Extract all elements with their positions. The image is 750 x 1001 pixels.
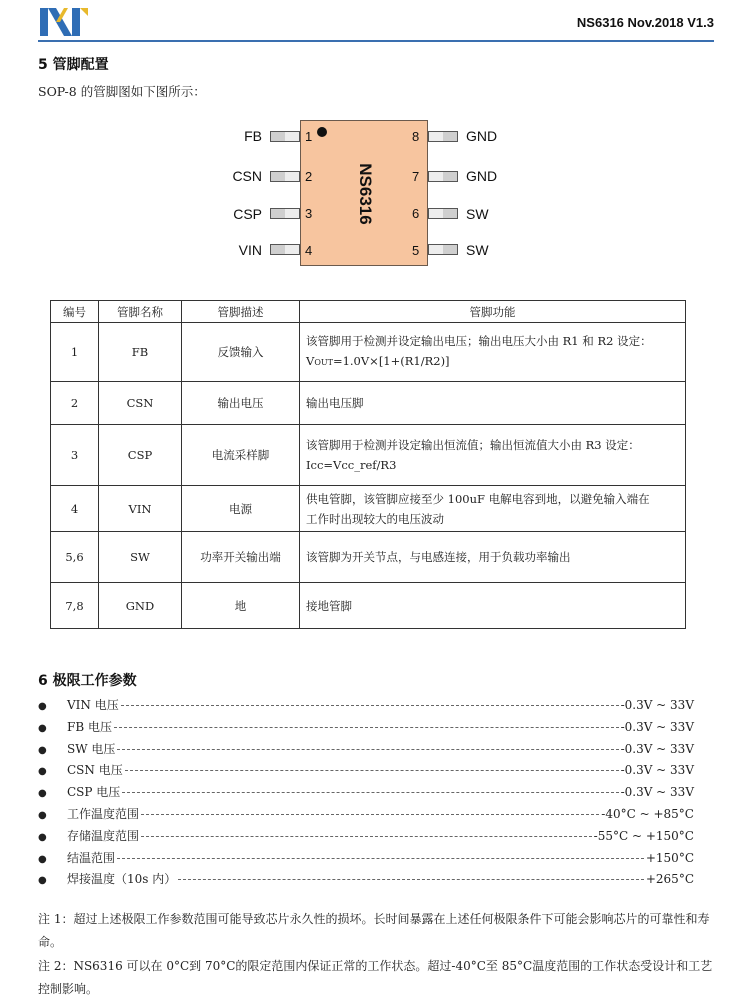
bullet-icon: ● <box>38 809 47 821</box>
param-label: CSN 电压 <box>67 763 123 778</box>
cell-func <box>300 323 686 382</box>
dotted-leader <box>121 705 619 706</box>
document-header-title: NS6316 Nov.2018 V1.3 <box>576 15 714 30</box>
param-label: 工作温度范围 <box>67 806 140 821</box>
list-item <box>38 696 694 718</box>
dotted-leader <box>141 814 599 815</box>
cell-desc: 输出电压 <box>182 382 300 425</box>
table-row <box>51 486 686 532</box>
cell-desc: 地 <box>182 583 300 629</box>
pin-number-3: 3 <box>305 206 313 221</box>
pin-lead-1 <box>270 131 300 142</box>
func-line-2: 工作时出现较大的电压波动 <box>306 511 444 526</box>
cell-num: 7,8 <box>51 583 99 629</box>
cell-desc: 电源 <box>182 486 300 532</box>
func-line-1: 该管脚用于检测并设定输出恒流值；输出恒流值大小由 R3 设定： <box>306 438 640 452</box>
dotted-leader <box>114 727 619 728</box>
pin-lead-3 <box>270 208 300 219</box>
table-row <box>51 532 686 583</box>
param-label: FB 电压 <box>67 719 112 734</box>
pin-number-1: 1 <box>305 129 313 144</box>
pin-lead-4 <box>270 244 300 255</box>
pin-function-table <box>50 300 686 629</box>
pin-name-6: SW <box>466 206 489 222</box>
cell-desc: 电流采样脚 <box>182 425 300 486</box>
bullet-icon: ● <box>38 744 47 756</box>
list-item <box>38 805 694 827</box>
cell-func: 该管脚为开关节点，与电感连接，用于负载功率输出 <box>300 532 686 583</box>
section-5-title: 5 管脚配置 <box>38 57 109 73</box>
table-row <box>51 382 686 425</box>
bullet-icon: ● <box>38 831 47 843</box>
cell-name: VIN <box>99 486 182 532</box>
pin-lead-6 <box>428 208 458 219</box>
pin1-marker <box>317 127 327 137</box>
pin-name-7: GND <box>466 168 498 184</box>
list-item <box>38 718 694 740</box>
cell-name: FB <box>99 323 182 382</box>
chip-body <box>300 120 428 266</box>
list-item <box>38 761 694 783</box>
list-item <box>38 783 694 805</box>
param-label: 结温范围 <box>67 850 116 865</box>
func-formula <box>306 351 679 373</box>
bullet-icon: ● <box>38 788 47 800</box>
note-1: 注 1：超过上述极限工作参数范围可能导致芯片永久性的损坏。长时间暴露在上述任何极限条件下可能会影响芯片的可靠性和寿命。 <box>38 912 710 949</box>
cell-func: 接地管脚 <box>300 583 686 629</box>
bullet-icon: ● <box>38 875 47 887</box>
header-num: 编号 <box>51 301 99 323</box>
bullet-icon: ● <box>38 722 47 734</box>
cell-func: 输出电压脚 <box>300 382 686 425</box>
cell-name: CSN <box>99 382 182 425</box>
formula-rest: =1.0V×[1+(R1/R2)] <box>332 354 450 368</box>
cell-func <box>300 486 686 532</box>
header-desc: 管脚描述 <box>182 301 300 323</box>
list-item <box>38 740 694 762</box>
param-value: -0.3V ~ 33V <box>620 763 694 778</box>
pin-name-3: CSP <box>233 206 262 222</box>
table-row <box>51 425 686 486</box>
pin-number-4: 4 <box>305 243 313 258</box>
param-label: CSP 电压 <box>67 785 121 800</box>
pin-lead-2 <box>270 171 300 182</box>
table-header-row <box>51 301 686 323</box>
chip-label: NS6316 <box>356 163 375 225</box>
table-row <box>51 323 686 382</box>
bullet-icon: ● <box>38 853 47 865</box>
param-value: +265°C <box>645 872 694 887</box>
pin-name-8: GND <box>466 128 498 144</box>
param-label: VIN 电压 <box>67 698 119 712</box>
pin-lead-8 <box>428 131 458 142</box>
dotted-leader <box>117 749 618 750</box>
param-label: 焊接温度（10s 内） <box>67 872 177 887</box>
param-value: -0.3V ~ 33V <box>620 785 694 800</box>
formula-subscript: OUT <box>314 358 333 367</box>
pin-lead-7 <box>428 171 458 182</box>
cell-name: SW <box>99 532 182 583</box>
param-value: +150°C <box>645 850 694 865</box>
company-logo <box>38 6 90 38</box>
dotted-leader <box>125 770 619 771</box>
param-value: -55°C ~ +150°C <box>593 828 694 843</box>
cell-name: GND <box>99 583 182 629</box>
list-item <box>38 849 694 871</box>
dotted-leader <box>122 792 618 793</box>
dotted-leader <box>178 879 644 880</box>
pin-number-5: 5 <box>412 243 420 258</box>
cell-num: 2 <box>51 382 99 425</box>
func-line-2: Icc=Vcc_ref/R3 <box>306 458 397 472</box>
pin-lead-5 <box>428 244 458 255</box>
pin-name-5: SW <box>466 242 489 258</box>
cell-num: 1 <box>51 323 99 382</box>
bullet-icon: ● <box>38 766 47 778</box>
cell-func <box>300 425 686 486</box>
pin-name-4: VIN <box>238 242 262 258</box>
pin-name-2: CSN <box>232 168 262 184</box>
cell-num: 5,6 <box>51 532 99 583</box>
dotted-leader <box>141 836 592 837</box>
dotted-leader <box>117 858 644 859</box>
param-value: -40°C ~ +85°C <box>601 806 694 821</box>
pin-name-1: FB <box>244 128 262 144</box>
section-6-title: 6 极限工作参数 <box>38 673 137 689</box>
param-label: 存储温度范围 <box>67 828 140 843</box>
table-row <box>51 583 686 629</box>
pin-number-6: 6 <box>412 206 420 221</box>
bullet-icon: ● <box>38 701 47 712</box>
cell-name: CSP <box>99 425 182 486</box>
note-2: 注 2：NS6316 可以在 0°C到 70°C的限定范围内保证正常的工作状态。超过-40°C至 85°C温度范围的工作状态受设计和工艺控制影响。 <box>38 959 713 996</box>
section-5-intro: SOP-8 的管脚图如下图所示： <box>38 84 206 99</box>
header-divider <box>38 40 714 42</box>
func-line-1: 该管脚用于检测并设定输出电压；输出电压大小由 R1 和 R2 设定： <box>306 334 652 348</box>
header-name: 管脚名称 <box>99 301 182 323</box>
param-value: -0.3V ~ 33V <box>620 698 694 712</box>
cell-desc: 反馈输入 <box>182 323 300 382</box>
formula-v: V <box>306 354 315 368</box>
absolute-max-ratings-list <box>38 696 694 892</box>
param-value: -0.3V ~ 33V <box>620 741 694 756</box>
list-item <box>38 827 694 849</box>
list-item <box>38 870 694 892</box>
sop8-package-diagram <box>0 0 750 300</box>
param-label: SW 电压 <box>67 741 116 756</box>
cell-desc: 功率开关输出端 <box>182 532 300 583</box>
cell-num: 3 <box>51 425 99 486</box>
header-func: 管脚功能 <box>300 301 686 323</box>
func-line-1: 供电管脚，该管脚应接至少 100uF 电解电容到地，以避免输入端在 <box>306 491 650 506</box>
pin-number-7: 7 <box>412 169 420 184</box>
cell-num: 4 <box>51 486 99 532</box>
pin-number-8: 8 <box>412 129 420 144</box>
pin-number-2: 2 <box>305 169 313 184</box>
param-value: -0.3V ~ 33V <box>620 719 694 734</box>
